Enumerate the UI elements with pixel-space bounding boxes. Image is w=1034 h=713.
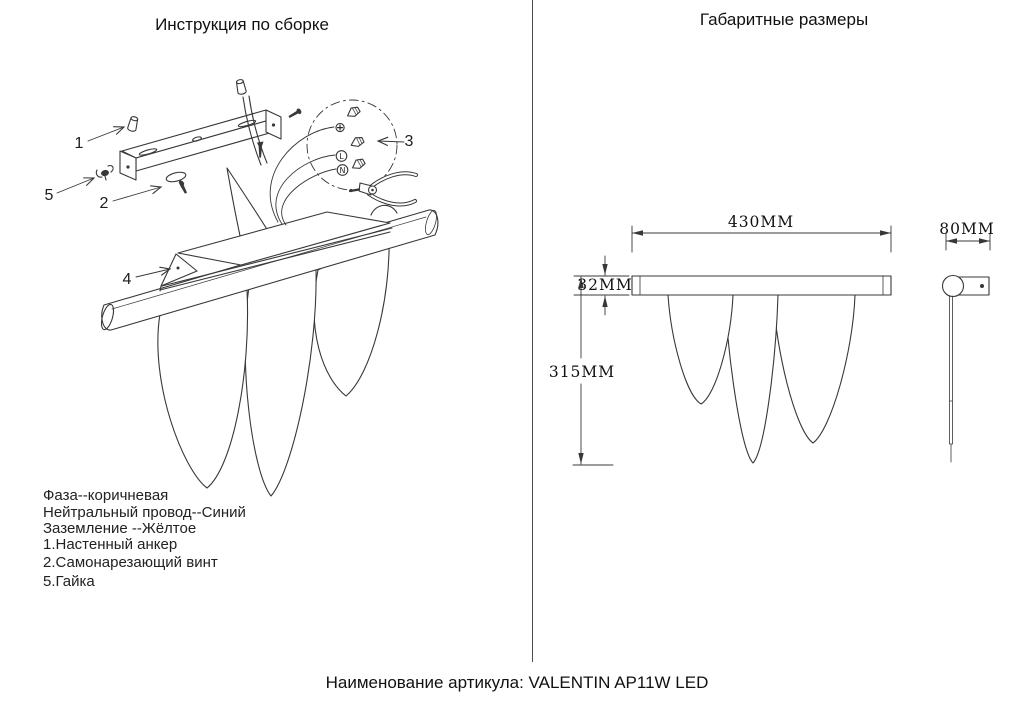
glass-petal-right-top [371, 205, 397, 215]
glass-petal-left [158, 290, 248, 488]
callout-1: 1 [74, 135, 84, 152]
front-view-bar [632, 276, 891, 295]
note-neutral: Нейтральный провод--Синий [43, 503, 246, 521]
dimensions-title: Габаритные размеры [699, 10, 869, 29]
front-petal-left [668, 295, 733, 404]
self-tapping-screw [165, 171, 187, 194]
lamp-wires [270, 127, 336, 225]
wire-nut-3 [350, 157, 366, 171]
front-petal-right [773, 295, 855, 443]
callout-5: 5 [44, 187, 54, 204]
pliers-icon [349, 173, 416, 204]
screw-top-right [288, 108, 303, 120]
article-name: Наименование артикула: VALENTIN AP11W LED [325, 673, 709, 692]
dim-label-overall-height: 315MM [548, 363, 616, 381]
dim-label-bar-height: 32MM [577, 276, 633, 294]
note-screw: 2.Самонарезающий винт [43, 554, 218, 571]
wall-bracket [120, 110, 281, 180]
note-nut: 5.Гайка [43, 572, 95, 590]
note-phase: Фаза--коричневая [43, 487, 169, 504]
callout-3: 3 [404, 133, 414, 150]
callout-2: 2 [99, 195, 109, 212]
live-terminal-label: L [339, 152, 344, 161]
wall-anchor-2 [235, 79, 246, 95]
wire-nut-2 [349, 135, 365, 149]
neutral-terminal-label: N [339, 166, 346, 175]
assembly-title: Инструкция по сборке [155, 15, 329, 34]
dim-label-depth: 80MM [939, 220, 995, 238]
nut [96, 166, 113, 180]
note-anchor: 1.Настенный анкер [43, 535, 178, 553]
wire-nut-1 [345, 105, 361, 119]
parts-notes [43, 488, 246, 590]
glass-petal-middle [245, 268, 316, 496]
wall-anchor-1 [127, 116, 139, 132]
assembly-diagram [57, 79, 439, 496]
earth-terminal-icon: ⊕ [334, 120, 346, 136]
panel-divider [532, 0, 533, 662]
dimension-drawing [573, 226, 990, 465]
dim-label-width: 430MM [727, 213, 795, 231]
front-petal-middle [725, 295, 778, 463]
side-view [943, 276, 990, 463]
note-earth: Заземление --Жёлтое [43, 520, 197, 537]
callout-4: 4 [122, 271, 132, 288]
